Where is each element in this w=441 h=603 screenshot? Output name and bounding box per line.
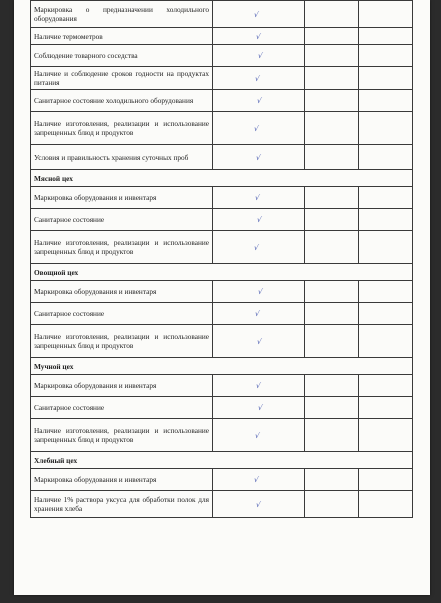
handwritten-checkmark-icon: √ <box>254 430 261 440</box>
handwritten-checkmark-icon: √ <box>254 193 261 202</box>
checklist-row <box>31 45 413 67</box>
checklist-item-label: Санитарное состояние холодильного оборудования <box>31 90 213 112</box>
check-cell <box>213 231 305 264</box>
checklist-item-label: Санитарное состояние <box>31 397 213 419</box>
empty-cell <box>305 187 359 209</box>
empty-cell <box>359 491 413 518</box>
handwritten-checkmark-icon: √ <box>256 215 263 224</box>
empty-cell <box>305 112 359 145</box>
handwritten-checkmark-icon: √ <box>255 152 262 162</box>
empty-cell <box>359 303 413 325</box>
check-cell <box>213 325 305 358</box>
checklist-item-label: Условия и правильность хранения суточных проб <box>31 145 213 170</box>
empty-cell <box>305 209 359 231</box>
empty-cell <box>359 375 413 397</box>
checklist-body <box>31 1 413 518</box>
handwritten-checkmark-icon: √ <box>254 73 261 83</box>
checklist-row <box>31 325 413 358</box>
checklist-row <box>31 375 413 397</box>
check-cell <box>213 45 305 67</box>
section-title: Хлебный цех <box>31 452 413 469</box>
empty-cell <box>359 1 413 28</box>
empty-cell <box>359 281 413 303</box>
handwritten-checkmark-icon: √ <box>255 381 262 390</box>
check-cell <box>213 67 305 90</box>
checklist-item-label: Наличие изготовления, реализации и использование запрещенных блюд и продуктов <box>31 231 213 264</box>
handwritten-checkmark-icon: √ <box>255 31 262 41</box>
empty-cell <box>305 375 359 397</box>
checklist-item-label: Маркировка оборудования и инвентаря <box>31 469 213 491</box>
empty-cell <box>359 419 413 452</box>
empty-cell <box>305 419 359 452</box>
checklist-item-label: Маркировка оборудования и инвентаря <box>31 281 213 303</box>
checklist-row <box>31 469 413 491</box>
empty-cell <box>305 281 359 303</box>
empty-cell <box>305 469 359 491</box>
section-row <box>31 452 413 469</box>
empty-cell <box>359 145 413 170</box>
handwritten-checkmark-icon: √ <box>253 475 260 484</box>
checklist-item-label: Наличие изготовления, реализации и использование запрещенных блюд и продуктов <box>31 112 213 145</box>
empty-cell <box>359 45 413 67</box>
checklist-row <box>31 281 413 303</box>
checklist-item-label: Наличие и соблюдение сроков годности на продуктах питания <box>31 67 213 90</box>
check-cell <box>213 303 305 325</box>
empty-cell <box>359 187 413 209</box>
section-title: Овощной цех <box>31 264 413 281</box>
checklist-row <box>31 90 413 112</box>
checklist-item-label: Санитарное состояние <box>31 209 213 231</box>
checklist-row <box>31 303 413 325</box>
handwritten-checkmark-icon: √ <box>253 242 260 252</box>
checklist-row <box>31 145 413 170</box>
handwritten-checkmark-icon: √ <box>257 51 264 60</box>
check-cell <box>213 187 305 209</box>
check-cell <box>213 209 305 231</box>
empty-cell <box>305 45 359 67</box>
section-title: Мясной цех <box>31 170 413 187</box>
checklist-row <box>31 28 413 45</box>
empty-cell <box>305 325 359 358</box>
check-cell <box>213 112 305 145</box>
section-title: Мучной цех <box>31 358 413 375</box>
check-cell <box>213 491 305 518</box>
check-cell <box>213 469 305 491</box>
checklist-row <box>31 209 413 231</box>
empty-cell <box>305 303 359 325</box>
check-cell <box>213 90 305 112</box>
empty-cell <box>305 1 359 28</box>
section-row <box>31 358 413 375</box>
checklist-row <box>31 231 413 264</box>
checklist-item-label: Наличие изготовления, реализации и использование запрещенных блюд и продуктов <box>31 325 213 358</box>
check-cell <box>213 28 305 45</box>
empty-cell <box>305 145 359 170</box>
checklist-row <box>31 419 413 452</box>
handwritten-checkmark-icon: √ <box>254 309 261 318</box>
section-row <box>31 264 413 281</box>
checklist-item-label: Санитарное состояние <box>31 303 213 325</box>
scanned-page <box>14 0 430 595</box>
empty-cell <box>305 90 359 112</box>
empty-cell <box>305 397 359 419</box>
handwritten-checkmark-icon: √ <box>253 123 260 133</box>
empty-cell <box>359 397 413 419</box>
check-cell <box>213 375 305 397</box>
handwritten-checkmark-icon: √ <box>257 287 264 296</box>
handwritten-checkmark-icon: √ <box>253 9 260 19</box>
empty-cell <box>359 469 413 491</box>
checklist-row <box>31 491 413 518</box>
empty-cell <box>359 28 413 45</box>
check-cell <box>213 281 305 303</box>
handwritten-checkmark-icon: √ <box>255 499 262 509</box>
checklist-item-label: Маркировка оборудования и инвентаря <box>31 375 213 397</box>
empty-cell <box>359 112 413 145</box>
check-cell <box>213 1 305 28</box>
empty-cell <box>305 28 359 45</box>
empty-cell <box>359 90 413 112</box>
empty-cell <box>359 67 413 90</box>
checklist-item-label: Соблюдение товарного соседства <box>31 45 213 67</box>
checklist-row <box>31 67 413 90</box>
check-cell <box>213 145 305 170</box>
empty-cell <box>359 325 413 358</box>
check-cell <box>213 419 305 452</box>
check-cell <box>213 397 305 419</box>
empty-cell <box>359 231 413 264</box>
checklist-item-label: Маркировка оборудования и инвентаря <box>31 187 213 209</box>
checklist-item-label: Наличие термометров <box>31 28 213 45</box>
empty-cell <box>305 67 359 90</box>
checklist-row <box>31 397 413 419</box>
handwritten-checkmark-icon: √ <box>256 336 263 346</box>
empty-cell <box>359 209 413 231</box>
checklist-row <box>31 187 413 209</box>
inspection-checklist-table <box>30 0 413 518</box>
checklist-row <box>31 1 413 28</box>
handwritten-checkmark-icon: √ <box>257 403 264 412</box>
checklist-item-label: Наличие 1% раствора уксуса для обработки полок для хранения хлеба <box>31 491 213 518</box>
empty-cell <box>305 491 359 518</box>
checklist-item-label: Маркировка о предназначении холодильного оборудования <box>31 1 213 28</box>
empty-cell <box>305 231 359 264</box>
checklist-item-label: Наличие изготовления, реализации и использование запрещенных блюд и продуктов <box>31 419 213 452</box>
section-row <box>31 170 413 187</box>
checklist-row <box>31 112 413 145</box>
handwritten-checkmark-icon: √ <box>256 96 263 105</box>
